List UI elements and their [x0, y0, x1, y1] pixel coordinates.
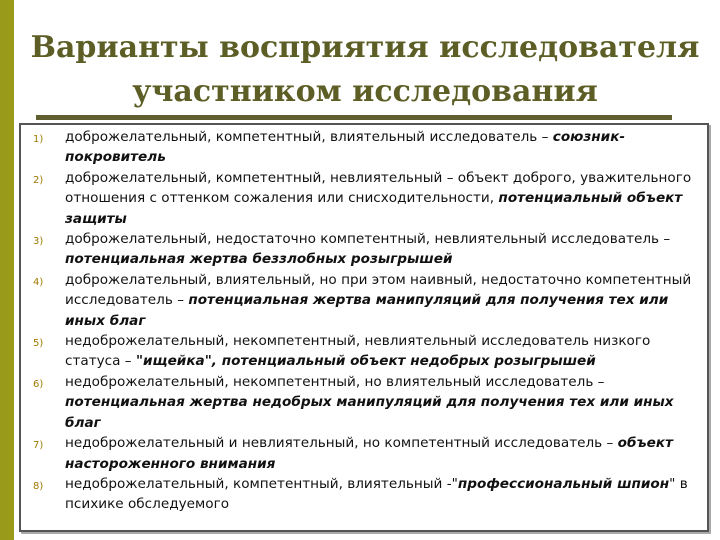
item-text: недоброжелательный, некомпетентный, невлиятельный исследователь низкого статуса – [65, 333, 651, 370]
item-number: 7) [33, 440, 44, 452]
title-line-2: участником исследования [132, 74, 598, 109]
item-number: 4) [33, 276, 44, 288]
list-item-1 [29, 127, 701, 168]
item-number: 2) [33, 174, 44, 186]
item-text: доброжелательный, компетентный, невлиятельный – объект доброго, уважительного отношения с оттенком сожаления или снисходительности, [65, 169, 692, 207]
item-emphasis: потенциальный объект защиты [65, 190, 683, 227]
content-box [19, 123, 709, 532]
item-text: доброжелательный, компетентный, влиятельный исследователь – [65, 129, 553, 145]
item-emphasis: потенциальная жертва манипуляций для получения тех или иных благ [65, 292, 669, 329]
title-line-1: Варианты восприятия исследователя [30, 30, 700, 65]
item-emphasis: объект настороженного внимания [65, 435, 673, 472]
item-number: 3) [33, 236, 44, 248]
list-item-5 [29, 331, 701, 372]
slide-title [20, 26, 710, 114]
item-number: 6) [33, 378, 44, 390]
item-number: 1) [33, 134, 44, 145]
item-emphasis: потенциальная жертва недобрых манипуляций для получения тех или иных благ [65, 394, 674, 431]
item-emphasis: "ищейка", потенциальный объект недобрых розыгрышей [135, 353, 596, 370]
slide-title-block [20, 26, 710, 114]
list-item-3 [29, 229, 701, 270]
item-text: недоброжелательный, компетентный, влиятельный -" [65, 475, 458, 492]
item-text: доброжелательный, недостаточно компетентный, невлиятельный исследователь – [65, 231, 671, 248]
list-item-2 [29, 168, 701, 229]
item-number: 8) [33, 480, 44, 492]
item-emphasis: профессиональный шпион [457, 475, 670, 492]
numbered-list [29, 127, 701, 515]
item-text: доброжелательный, влиятельный, но при этом наивный, недостаточно компетентный исследователь – [65, 271, 692, 309]
left-accent-bar [0, 0, 14, 540]
list-item-6 [29, 372, 701, 433]
item-emphasis: потенциальная жертва беззлобных розыгрышей [65, 251, 453, 268]
item-text: недоброжелательный и невлиятельный, но компетентный исследователь – [65, 435, 618, 452]
list-item-8 [29, 474, 701, 515]
title-underline [36, 115, 672, 120]
list-item-4 [29, 270, 701, 331]
item-tail: " в психике обследуемого [65, 475, 688, 513]
list-item-7 [29, 433, 701, 474]
item-number: 5) [33, 338, 44, 350]
item-emphasis: союзник-покровитель [65, 129, 626, 166]
item-text: недоброжелательный, некомпетентный, но влиятельный исследователь – [65, 373, 605, 390]
